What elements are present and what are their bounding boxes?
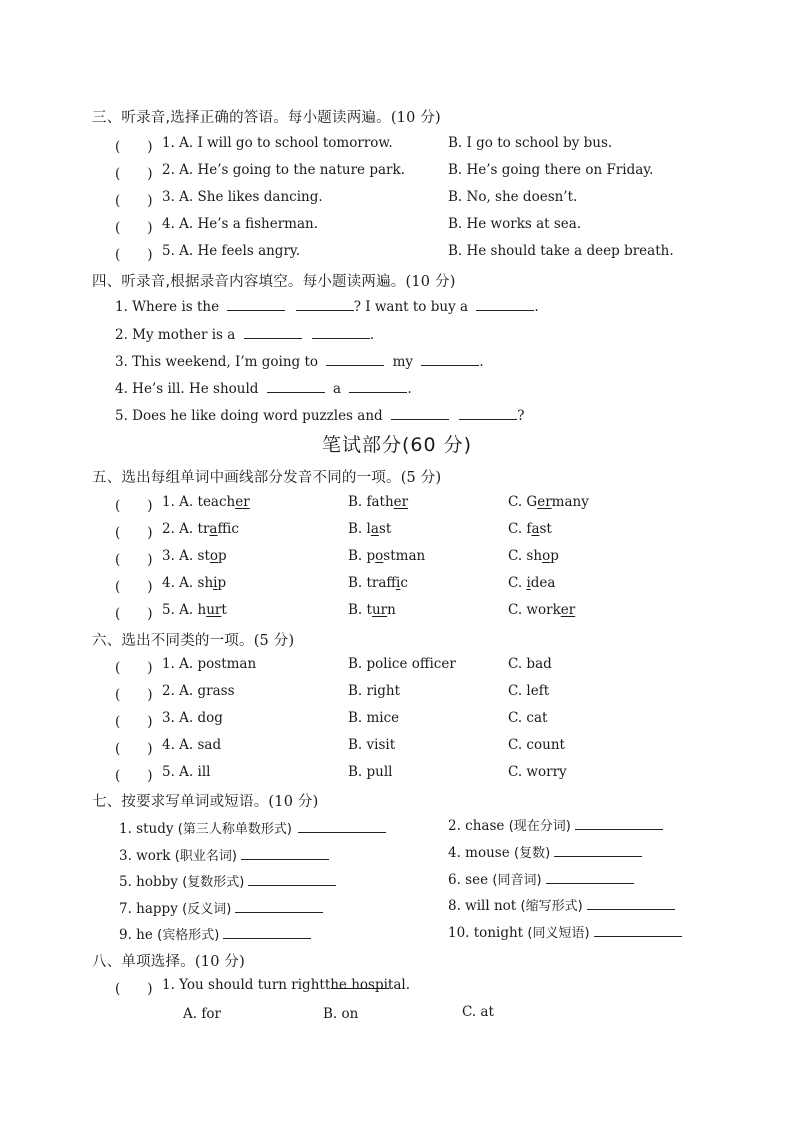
- blank-field[interactable]: [326, 354, 384, 366]
- option-c: [508, 521, 552, 537]
- option-b: B. mice: [348, 710, 400, 726]
- s8-q1-option-b[interactable]: B. on: [323, 1006, 359, 1022]
- answer-blank[interactable]: [248, 874, 336, 886]
- s6-item-3: [0, 710, 794, 732]
- option-b: B. police officer: [348, 656, 456, 672]
- word-part: ffic: [217, 521, 239, 537]
- blank-field[interactable]: [331, 977, 389, 989]
- answer-paren[interactable]: ( ): [115, 768, 153, 784]
- answer-blank[interactable]: [241, 848, 329, 860]
- option-a: [162, 494, 250, 510]
- requirement: (同音词): [492, 873, 542, 888]
- text: .: [534, 299, 539, 315]
- s5-item-5: [0, 602, 794, 624]
- word-part: st: [197, 548, 210, 564]
- option-a: [162, 521, 239, 537]
- underlined-part: o: [375, 548, 384, 564]
- option-a: 2. A. He’s going to the nature park.: [162, 162, 405, 178]
- text: 5. Does he like doing word puzzles and: [115, 408, 383, 424]
- option-a: 5. A. ill: [162, 764, 211, 780]
- s4-item-3: [115, 354, 484, 370]
- requirement: (缩写形式): [520, 899, 583, 914]
- s7-item-2: [448, 815, 663, 834]
- word-part: p: [550, 548, 559, 564]
- option-b: [348, 575, 408, 591]
- answer-paren[interactable]: ( ): [115, 714, 153, 730]
- option-b: B. He works at sea.: [448, 216, 582, 232]
- section3-title: [92, 106, 441, 127]
- text: .: [479, 354, 484, 370]
- s8-item-1: [0, 977, 794, 999]
- num: 5. A.: [162, 602, 194, 618]
- requirement: (复数形式): [182, 875, 245, 890]
- section5-score: (5 分): [400, 470, 442, 486]
- requirement: (职业名词): [174, 849, 237, 864]
- s7-item-10: [448, 922, 682, 941]
- answer-paren[interactable]: ( ): [115, 220, 153, 236]
- num: 2. A.: [162, 521, 194, 537]
- s3-item-1: [0, 135, 794, 157]
- section6-title: [92, 629, 294, 650]
- blank-field[interactable]: [476, 299, 534, 311]
- blank-field[interactable]: [312, 327, 370, 339]
- s6-item-1: [0, 656, 794, 678]
- section6-title-text: 六、选出不同类的一项。: [92, 633, 254, 649]
- answer-blank[interactable]: [298, 821, 386, 833]
- s7-item-8: [448, 895, 675, 914]
- answer-paren[interactable]: ( ): [115, 193, 153, 209]
- section4-score: (10 分): [405, 274, 456, 290]
- option-c: C. left: [508, 683, 550, 699]
- s3-item-4: [0, 216, 794, 238]
- section8-score: (10 分): [194, 954, 245, 970]
- s5-item-2: [0, 521, 794, 543]
- word-part: c: [400, 575, 408, 591]
- s4-item-2: [115, 327, 374, 343]
- option-a: 3. A. She likes dancing.: [162, 189, 323, 205]
- answer-paren[interactable]: ( ): [115, 606, 153, 622]
- option-b: [348, 494, 408, 510]
- option-b: B. I go to school by bus.: [448, 135, 613, 151]
- s4-item-4: [115, 381, 412, 397]
- section6-score: (5 分): [253, 633, 295, 649]
- blank-field[interactable]: [421, 354, 479, 366]
- text: my: [392, 354, 414, 370]
- option-a: 4. A. sad: [162, 737, 222, 753]
- requirement: (复数): [514, 846, 551, 861]
- answer-paren[interactable]: ( ): [115, 166, 153, 182]
- text: 1. Where is the: [115, 299, 220, 315]
- word-part: B. traff: [348, 575, 397, 591]
- option-b: [348, 602, 396, 618]
- option-c: C. count: [508, 737, 565, 753]
- word-part: tr: [197, 521, 210, 537]
- text: .: [407, 381, 412, 397]
- section5-title-text: 五、选出每组单词中画线部分发音不同的一项。: [92, 470, 401, 486]
- requirement: (第三人称单数形式): [177, 822, 292, 837]
- answer-blank[interactable]: [575, 818, 663, 830]
- answer-paren[interactable]: ( ): [115, 741, 153, 757]
- s3-item-5: [0, 243, 794, 265]
- requirement: (宾格形式): [157, 928, 220, 943]
- text: ? I want to buy a: [353, 299, 469, 315]
- option-c: [508, 575, 555, 591]
- s7-item-3: [119, 845, 329, 864]
- word-part: B. l: [348, 521, 371, 537]
- question-text: [162, 977, 410, 993]
- option-c: [508, 602, 575, 618]
- section4-title: [92, 270, 456, 291]
- blank-field[interactable]: [227, 299, 285, 311]
- answer-blank[interactable]: [223, 927, 311, 939]
- word-part: h: [197, 602, 207, 618]
- underlined-part: i: [526, 575, 531, 591]
- word-part: B. t: [348, 602, 372, 618]
- section3-title-text: 三、听录音,选择正确的答语。每小题读两遍。: [92, 110, 391, 126]
- section4-title-text: 四、听录音,根据录音内容填空。每小题读两遍。: [92, 274, 406, 290]
- s5-item-1: [0, 494, 794, 516]
- section8-title-text: 八、单项选择。: [92, 954, 195, 970]
- word-part: C. f: [508, 521, 532, 537]
- word-part: teach: [197, 494, 236, 510]
- word-part: st: [539, 521, 552, 537]
- answer-paren[interactable]: ( ): [115, 981, 153, 997]
- option-a: 3. A. dog: [162, 710, 223, 726]
- section7-score: (10 分): [268, 794, 319, 810]
- s7-item-4: [448, 842, 642, 861]
- option-b: B. No, she doesn’t.: [448, 189, 578, 205]
- s6-item-5: [0, 764, 794, 786]
- s7-item-7: [119, 898, 323, 917]
- text: a: [333, 381, 342, 397]
- word-part: stman: [383, 548, 426, 564]
- answer-paren[interactable]: ( ): [115, 687, 153, 703]
- text: .: [369, 327, 375, 343]
- word: 7. happy: [119, 901, 178, 917]
- underlined-part: a: [370, 521, 379, 537]
- option-b: B. pull: [348, 764, 393, 780]
- option-a: 4. A. He’s a fisherman.: [162, 216, 319, 232]
- word-part: p: [218, 548, 227, 564]
- blank-field[interactable]: [244, 327, 302, 339]
- answer-paren[interactable]: ( ): [115, 247, 153, 263]
- blank-field[interactable]: [349, 381, 407, 393]
- underlined-part: a: [531, 521, 540, 537]
- underlined-part: o: [209, 548, 219, 564]
- s5-item-4: [0, 575, 794, 597]
- num: 1. A.: [162, 494, 194, 510]
- text: 2. My mother is a: [115, 327, 236, 343]
- option-a: 5. A. He feels angry.: [162, 243, 301, 259]
- s3-item-3: [0, 189, 794, 211]
- s6-item-4: [0, 737, 794, 759]
- answer-paren[interactable]: ( ): [115, 552, 153, 568]
- option-c: C. bad: [508, 656, 552, 672]
- answer-paren[interactable]: ( ): [115, 498, 153, 514]
- answer-blank[interactable]: [235, 901, 323, 913]
- text: 1. You should turn right: [162, 977, 325, 993]
- option-a: 2. A. grass: [162, 683, 235, 699]
- word-part: t: [221, 602, 227, 618]
- s7-item-9: [119, 924, 311, 943]
- s8-q1-option-c[interactable]: C. at: [462, 1004, 494, 1020]
- num: 4. A.: [162, 575, 194, 591]
- s4-item-1: [115, 299, 539, 315]
- word: 6. see: [448, 872, 489, 888]
- blank-field[interactable]: [459, 408, 517, 420]
- s4-item-5: [115, 408, 525, 424]
- blank-field[interactable]: [267, 381, 325, 393]
- s6-item-2: [0, 683, 794, 705]
- option-b: [348, 548, 425, 564]
- word-part: B. fath: [348, 494, 394, 510]
- section5-title: [92, 466, 441, 487]
- answer-blank[interactable]: [554, 845, 642, 857]
- s7-item-6: [448, 869, 634, 888]
- option-a: [162, 548, 227, 564]
- option-b: B. right: [348, 683, 401, 699]
- underlined-part: ur: [371, 602, 388, 618]
- answer-paren[interactable]: ( ): [115, 579, 153, 595]
- word: 1. study: [119, 821, 174, 837]
- section7-title-text: 七、按要求写单词或短语。: [92, 794, 269, 810]
- s8-q1-option-a[interactable]: A. for: [183, 1006, 221, 1022]
- option-b: B. visit: [348, 737, 396, 753]
- option-a: [162, 602, 227, 618]
- word-part: st: [378, 521, 392, 537]
- word: 9. he: [119, 927, 153, 943]
- underlined-part: er: [537, 494, 552, 510]
- blank-field[interactable]: [391, 408, 449, 420]
- blank-field[interactable]: [296, 299, 354, 311]
- underlined-part: ur: [206, 602, 222, 618]
- word-part: C. G: [508, 494, 538, 510]
- word: 10. tonight: [448, 925, 524, 941]
- section8-title: [92, 950, 245, 971]
- word-part: n: [387, 602, 396, 618]
- s3-item-2: [0, 162, 794, 184]
- answer-paren[interactable]: ( ): [115, 660, 153, 676]
- answer-blank[interactable]: [594, 925, 682, 937]
- section3-score: (10 分): [390, 110, 441, 126]
- word-part: B. p: [348, 548, 376, 564]
- option-b: [348, 521, 391, 537]
- word-part: dea: [530, 575, 556, 591]
- word-part: p: [217, 575, 227, 591]
- underlined-part: er: [560, 602, 576, 618]
- option-a: [162, 575, 226, 591]
- underlined-part: a: [209, 521, 218, 537]
- underlined-part: er: [235, 494, 250, 510]
- word: 4. mouse: [448, 845, 510, 861]
- underlined-part: er: [393, 494, 409, 510]
- option-c: C. worry: [508, 764, 567, 780]
- answer-blank[interactable]: [587, 898, 675, 910]
- option-c: [508, 548, 559, 564]
- word: 2. chase: [448, 818, 505, 834]
- option-b: B. He should take a deep breath.: [448, 243, 674, 259]
- num: 3. A.: [162, 548, 194, 564]
- s7-item-5: [119, 871, 336, 890]
- option-b: B. He’s going there on Friday.: [448, 162, 654, 178]
- written-part-title: 笔试部分(60 分): [321, 434, 473, 456]
- option-c: C. cat: [508, 710, 548, 726]
- answer-paren[interactable]: ( ): [115, 139, 153, 155]
- underlined-part: i: [396, 575, 401, 591]
- word: 3. work: [119, 848, 171, 864]
- underlined-part: i: [213, 575, 218, 591]
- answer-blank[interactable]: [546, 872, 634, 884]
- text: ?: [517, 408, 525, 424]
- option-c: [508, 494, 589, 510]
- answer-paren[interactable]: ( ): [115, 525, 153, 541]
- word: 5. hobby: [119, 874, 178, 890]
- word-part: sh: [197, 575, 214, 591]
- section7-title: [92, 790, 318, 811]
- s7-item-1: [119, 818, 386, 837]
- word-part: C. work: [508, 602, 561, 618]
- option-a: 1. A. postman: [162, 656, 257, 672]
- word-part: C.: [508, 575, 527, 591]
- requirement: (现在分词): [508, 819, 571, 834]
- word: 8. will not: [448, 898, 517, 914]
- requirement: (反义词): [182, 902, 232, 917]
- requirement: (同义短语): [527, 926, 590, 941]
- option-a: 1. A. I will go to school tomorrow.: [162, 135, 393, 151]
- text: the hospital.: [324, 977, 411, 993]
- underlined-part: o: [542, 548, 551, 564]
- word-part: C. sh: [508, 548, 543, 564]
- s5-item-3: [0, 548, 794, 570]
- word-part: many: [551, 494, 589, 510]
- text: 3. This weekend, I’m going to: [115, 354, 319, 370]
- text: 4. He’s ill. He should: [115, 381, 259, 397]
